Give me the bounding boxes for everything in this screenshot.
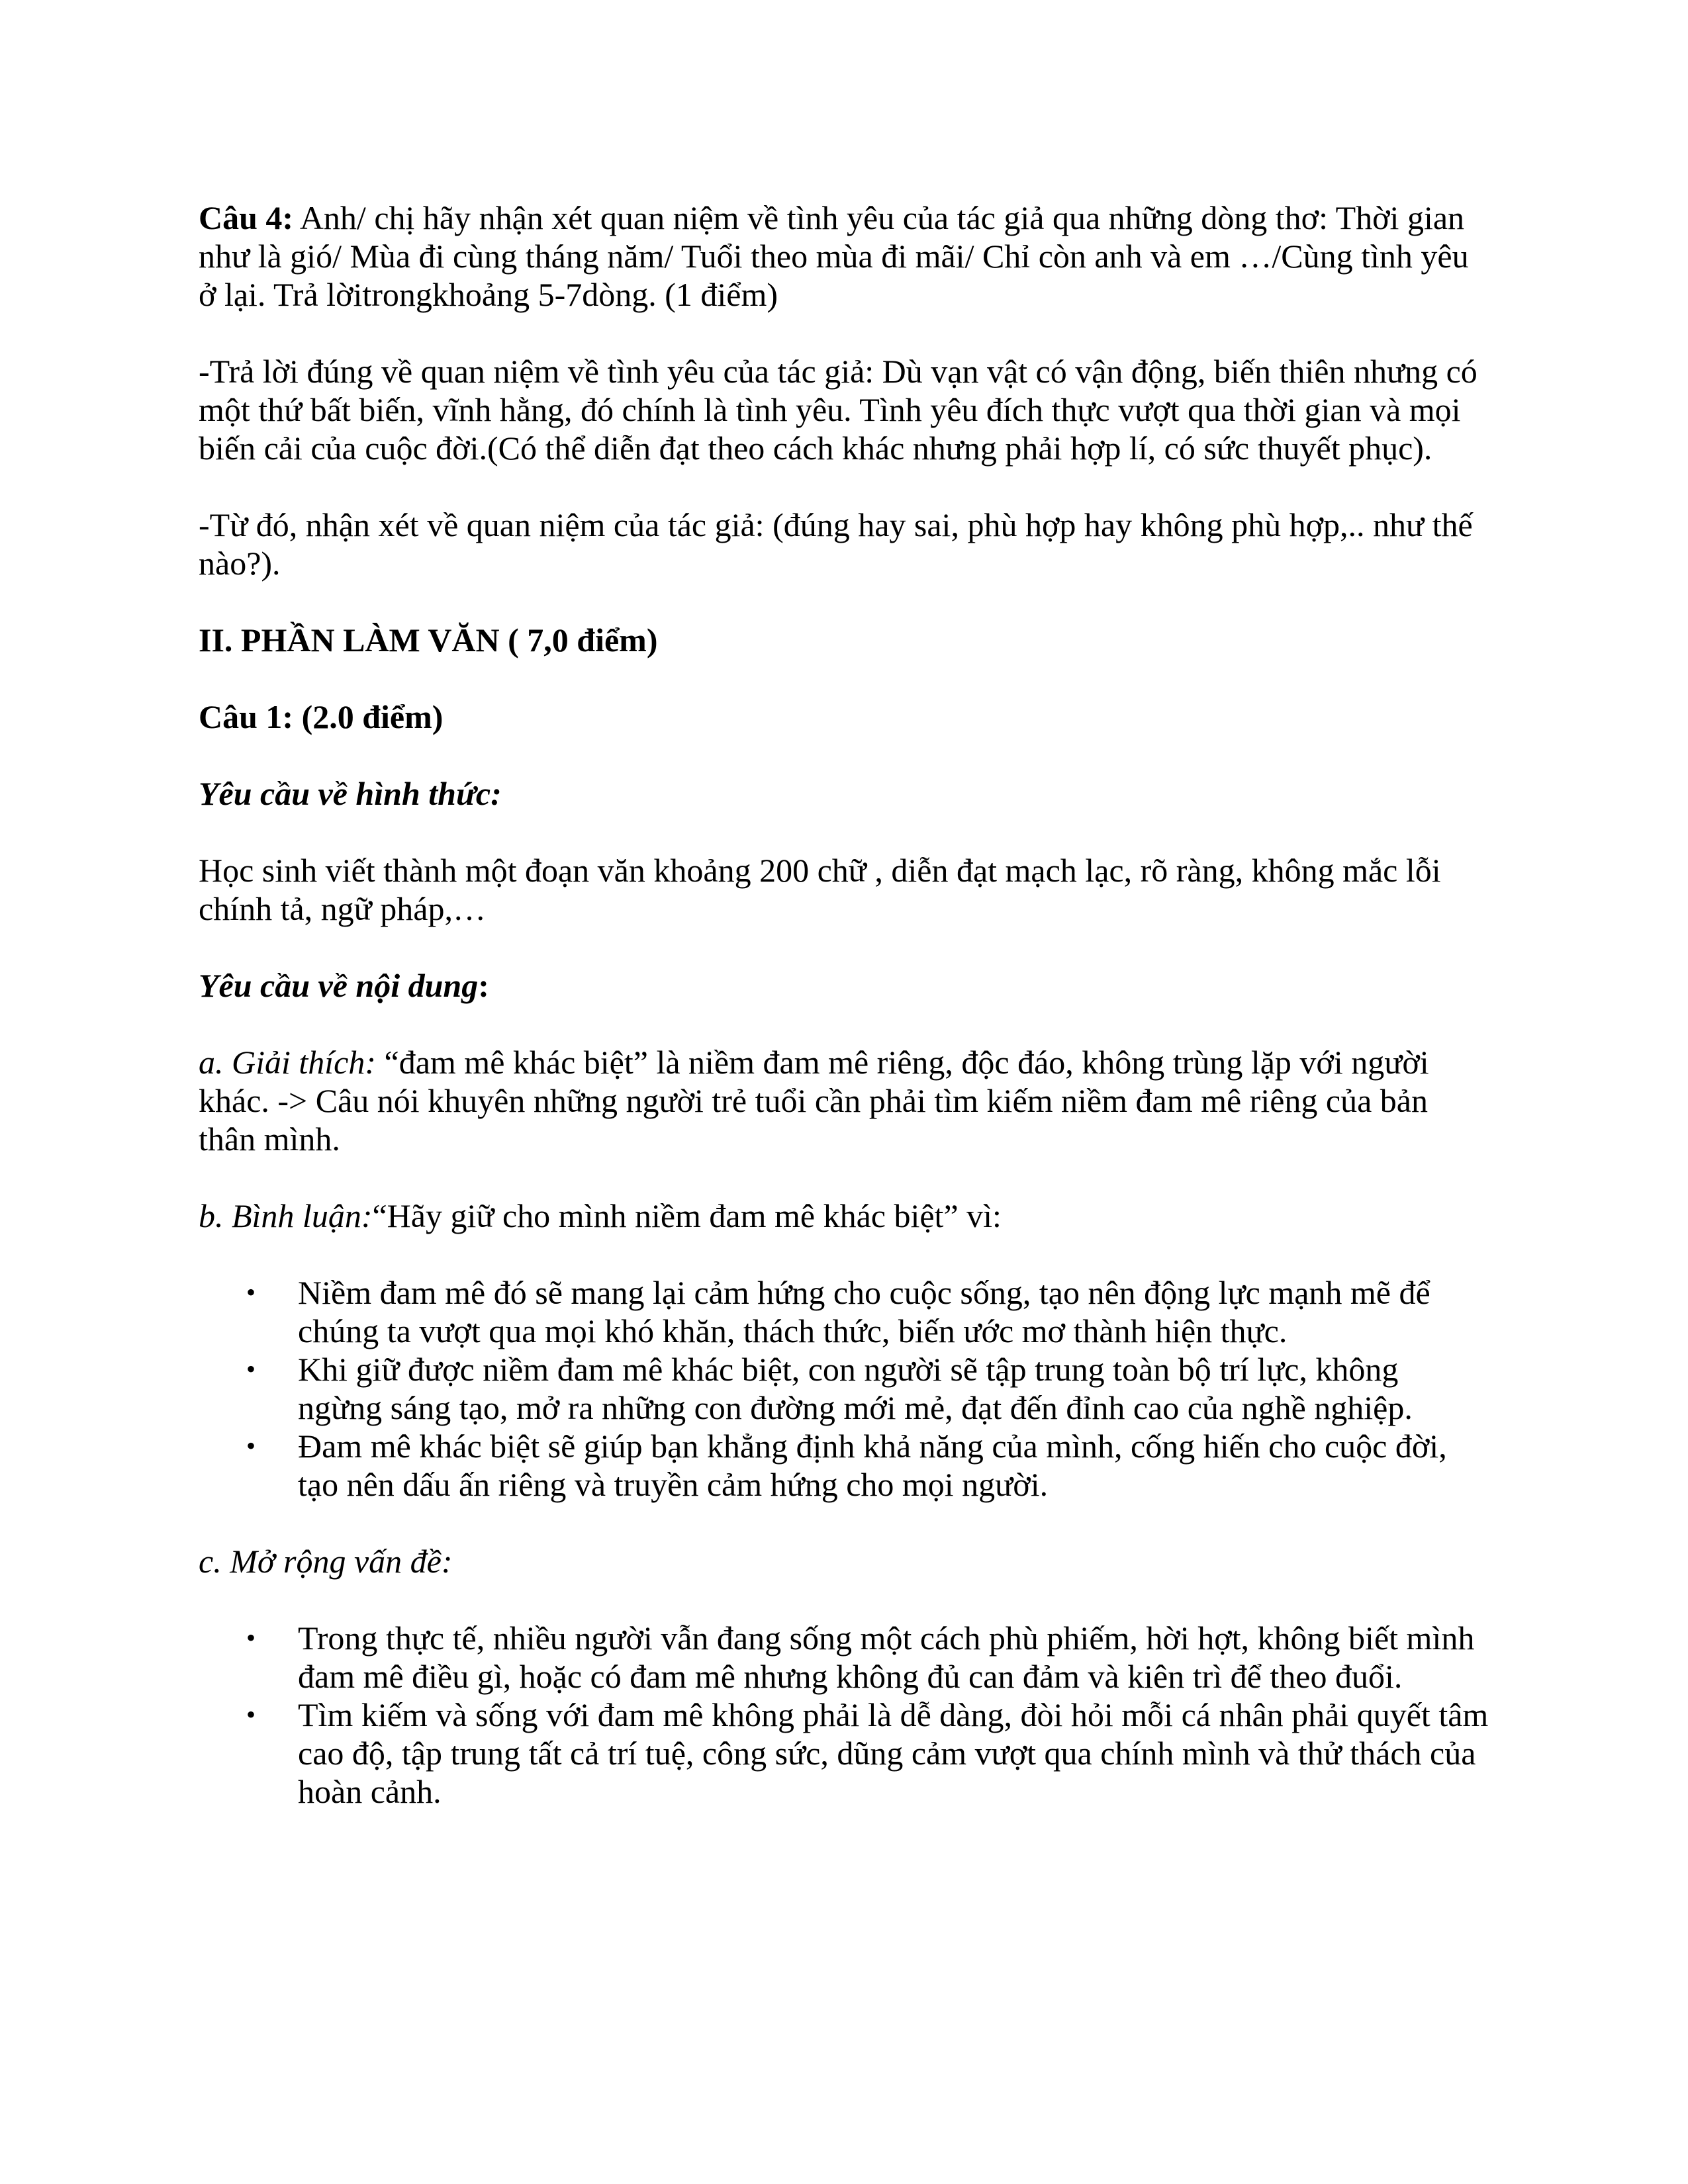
answer-paragraph-2: -Từ đó, nhận xét về quan niệm của tác giả: (đúng hay sai, phù hợp hay không phù hợp,.. như thế nào?). bbox=[199, 506, 1473, 582]
bullet-icon: • bbox=[246, 1431, 256, 1461]
part-a-text: “đam mê khác biệt” là niềm đam mê riêng, độc đáo, không trùng lặp với người khác. -> Câu nói khuyên những người trẻ tuổi cần phải tìm kiếm niềm đam mê riêng của bản thân mình. bbox=[199, 1044, 1429, 1158]
part-b-paragraph bbox=[199, 1197, 1489, 1235]
content-requirements-heading bbox=[199, 966, 1489, 1005]
list-item-text: Trong thực tế, nhiều người vẫn đang sống một cách phù phiếm, hời hợt, không biết mình đam mê điều gì, hoặc có đam mê nhưng không đủ can đảm và kiên trì để theo đuổi. bbox=[298, 1619, 1475, 1695]
question-4-paragraph bbox=[199, 199, 1489, 314]
list-item-text: Niềm đam mê đó sẽ mang lại cảm hứng cho cuộc sống, tạo nên động lực mạnh mẽ để chúng ta vượt qua mọi khó khăn, thách thức, biến ước mơ thành hiện thực. bbox=[298, 1274, 1430, 1349]
form-requirements-text: Học sinh viết thành một đoạn văn khoảng 200 chữ , diễn đạt mạch lạc, rõ ràng, không mắc lỗi chính tả, ngữ pháp,… bbox=[199, 852, 1441, 927]
list-item bbox=[199, 1350, 1489, 1427]
list-item bbox=[199, 1619, 1489, 1696]
list-item-text: Tìm kiếm và sống với đam mê không phải là dễ dàng, đòi hỏi mỗi cá nhân phải quyết tâm cao độ, tập trung tất cả trí tuệ, công sức, dũng cảm vượt qua chính mình và thử thách của hoàn cảnh. bbox=[298, 1696, 1489, 1810]
part-a-label: a. Giải thích: bbox=[199, 1044, 377, 1081]
list-item-text: Đam mê khác biệt sẽ giúp bạn khẳng định khả năng của mình, cống hiến cho cuộc đời, tạo nên dấu ấn riêng và truyền cảm hứng cho mọi người. bbox=[298, 1428, 1447, 1503]
content-heading-text: Yêu cầu về nội dung bbox=[199, 967, 479, 1004]
part-c-heading: c. Mở rộng vấn đề: bbox=[199, 1543, 453, 1580]
part-a-paragraph bbox=[199, 1043, 1489, 1158]
list-item-text: Khi giữ được niềm đam mê khác biệt, con người sẽ tập trung toàn bộ trí lực, không ngừng sáng tạo, mở ra những con đường mới mẻ, đạt đến đỉnh cao của nghề nghiệp. bbox=[298, 1351, 1413, 1426]
list-item bbox=[199, 1696, 1489, 1811]
content-heading-colon: : bbox=[478, 967, 489, 1004]
bullet-icon: • bbox=[246, 1354, 256, 1384]
part-b-bullet-list bbox=[199, 1273, 1489, 1504]
bullet-icon: • bbox=[246, 1700, 256, 1729]
answer-paragraph-1: -Trả lời đúng về quan niệm về tình yêu của tác giả: Dù vạn vật có vận động, biến thiên nhưng có một thứ bất biến, vĩnh hằng, đó chính là tình yêu. Tình yêu đích thực vượt qua thời gian và mọi biến cải của cuộc đời.(Có thể diễn đạt theo cách khác nhưng phải hợp lí, có sức thuyết phục). bbox=[199, 353, 1477, 467]
question-1-heading: Câu 1: (2.0 điểm) bbox=[199, 698, 444, 735]
list-item bbox=[199, 1273, 1489, 1350]
part-b-text: “Hãy giữ cho mình niềm đam mê khác biệt” vì: bbox=[372, 1197, 1002, 1234]
list-item bbox=[199, 1427, 1489, 1504]
section-2-heading: II. PHẦN LÀM VĂN ( 7,0 điểm) bbox=[199, 621, 658, 659]
bullet-icon: • bbox=[246, 1277, 256, 1307]
part-c-bullet-list bbox=[199, 1619, 1489, 1811]
document-page bbox=[199, 199, 1489, 1849]
form-requirements-heading: Yêu cầu về hình thức: bbox=[199, 775, 502, 812]
part-b-label: b. Bình luận: bbox=[199, 1197, 373, 1234]
question-4-text: Anh/ chị hãy nhận xét quan niệm về tình yêu của tác giả qua những dòng thơ: Thời gian như là gió/ Mùa đi cùng tháng năm/ Tuổi theo mùa đi mãi/ Chỉ còn anh và em …/Cùng tình yêu ở lại. Trả lờitrongkhoảng 5-7dòng. (1 điểm) bbox=[199, 199, 1469, 313]
bullet-icon: • bbox=[246, 1623, 256, 1653]
question-4-label: Câu 4: bbox=[199, 199, 294, 236]
